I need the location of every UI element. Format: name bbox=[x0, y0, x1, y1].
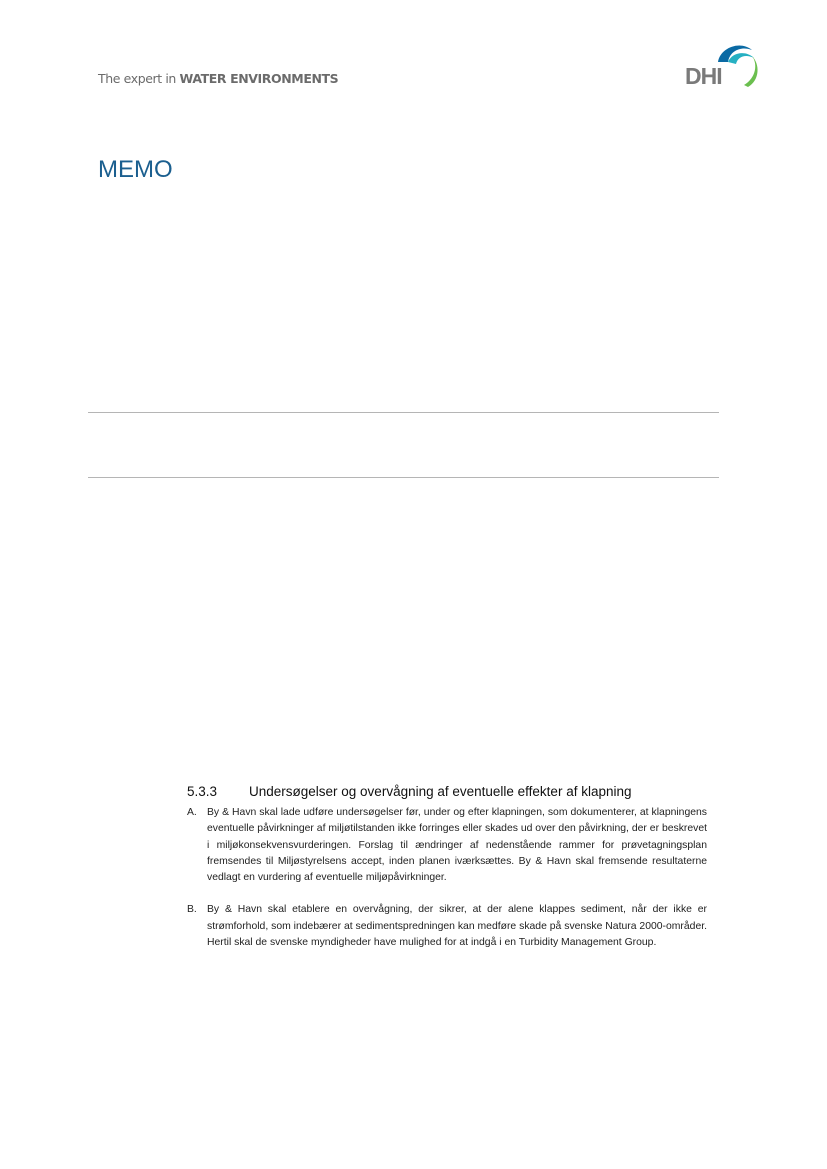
tagline-emphasis: WATER ENVIRONMENTS bbox=[179, 71, 339, 86]
list-item-a bbox=[187, 805, 707, 886]
quoted-excerpt bbox=[187, 784, 707, 951]
item-text: By & Havn skal etablere en overvågning, der sikrer, at der alene klappes sediment, når der ikke er strømforhold, som indebærer at sedimentspredningen kan medføre skade på svenske Natura 2000-områder. Hertil skal de svenske myndigheder have mulighed for at indgå i en Turbidity Management Group. bbox=[207, 904, 707, 949]
item-letter: A. bbox=[187, 807, 197, 818]
logo-text: DHI bbox=[685, 63, 722, 89]
tagline-prefix: The expert in bbox=[98, 71, 180, 86]
logo-wave-green bbox=[744, 56, 758, 87]
divider-top bbox=[88, 412, 719, 413]
item-letter: B. bbox=[187, 904, 197, 916]
divider-bottom bbox=[88, 477, 719, 478]
section-heading bbox=[187, 784, 707, 799]
company-tagline bbox=[98, 71, 338, 86]
memo-title: MEMO bbox=[98, 156, 173, 183]
list-item-b bbox=[187, 902, 707, 951]
item-text: By & Havn skal lade udføre undersøgelser før, under og efter klapningen, som dokumenterer, at klapningens eventuelle påvirkninger af miljøtilstanden ikke forringes eller skades ud over den påvirkning, der er beskrevet i miljøkonsekvensvurderingen. Forslag til ændringer af nedenstående rammer for prøvetagningsplan fremsendes til Miljøstyrelsens accept, inden planen iværksættes. By & Havn skal fremsende resultaterne vedlagt en vurdering af eventuelle miljøpåvirkninger. bbox=[207, 807, 707, 884]
section-number: 5.3.3 bbox=[187, 784, 218, 799]
section-title: Undersøgelser og overvågning af eventuelle effekter af klapning bbox=[249, 784, 632, 799]
logo-wave-light bbox=[728, 53, 754, 64]
dhi-logo bbox=[684, 40, 760, 90]
